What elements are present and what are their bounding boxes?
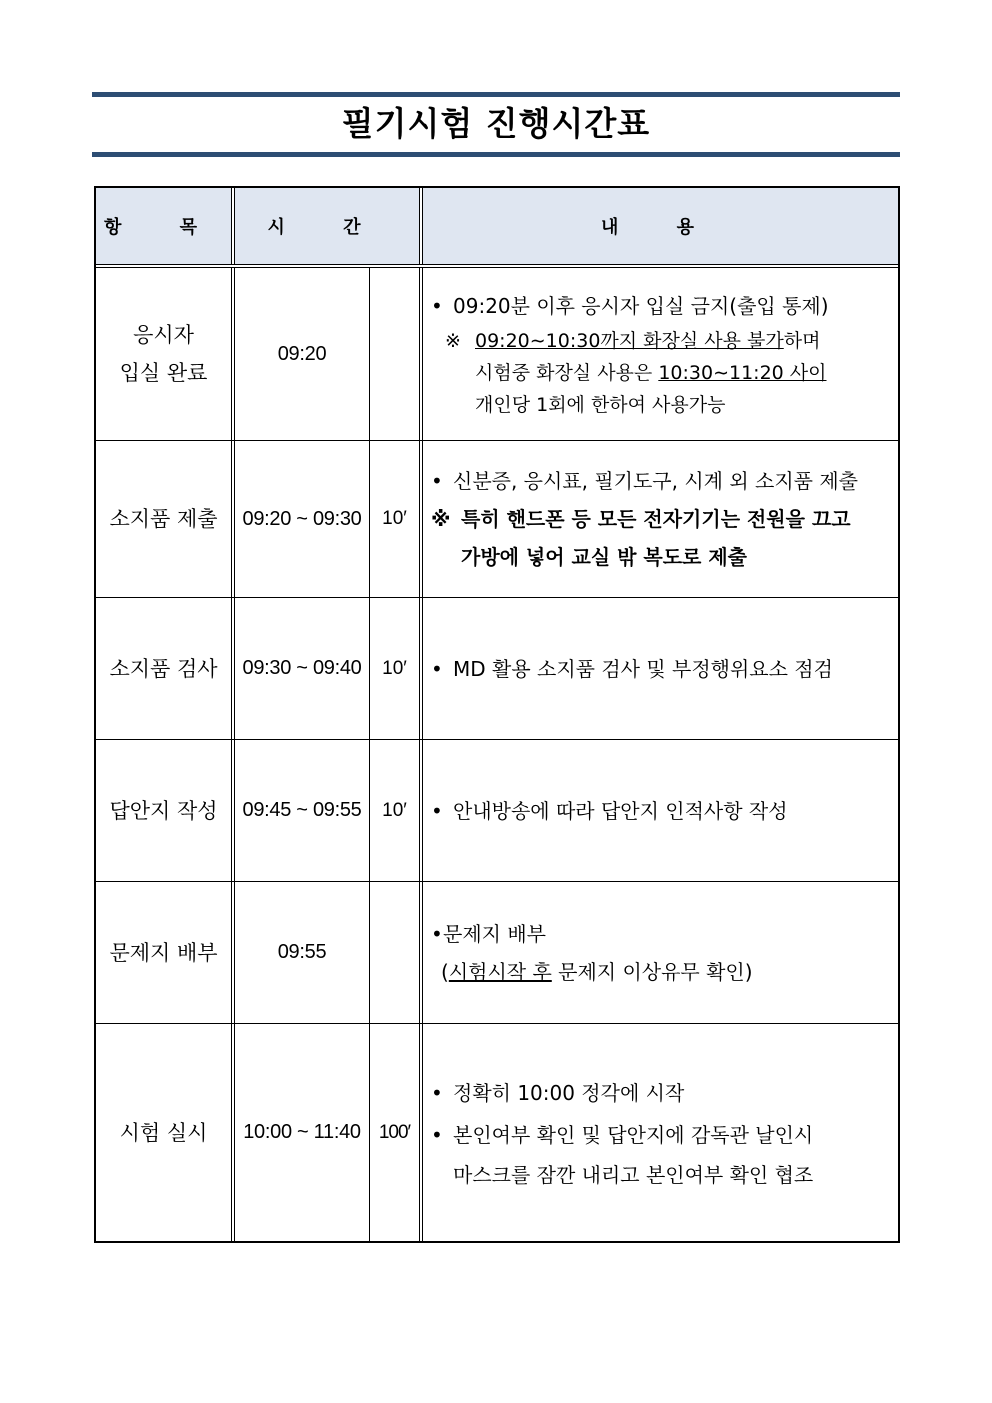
note-text: 개인당 1회에 한하여 사용가능 <box>475 394 726 416</box>
bullet-icon: • <box>431 921 443 946</box>
table-row-duration: 100′ <box>378 1121 411 1143</box>
table-row-content <box>423 740 898 881</box>
bullet-icon: • <box>431 1080 443 1105</box>
table-row-item <box>96 268 231 440</box>
table-row-item: 문제지 배부 <box>109 940 218 965</box>
header-item: 항 목 <box>96 188 231 264</box>
bullet-icon: • <box>431 798 443 823</box>
table-row-content <box>423 441 898 597</box>
bullet-icon: • <box>431 1122 443 1147</box>
header-content: 내 용 <box>423 188 898 264</box>
schedule-table <box>94 186 900 1243</box>
table-row-duration: 10′ <box>382 508 407 529</box>
page-title: 필기시험 진행시간표 <box>341 104 651 143</box>
table-row-item: 소지품 제출 <box>109 507 218 531</box>
table-row-duration <box>370 882 419 1023</box>
content-line: 안내방송에 따라 답안지 인적사항 작성 <box>453 798 788 823</box>
table-row-time: 09:20 <box>277 342 327 365</box>
table-row-content <box>423 598 898 739</box>
note-underlined: 09:20∼10:30까지 화장실 사용 불가 <box>475 330 784 352</box>
item-line: 응시자 <box>133 323 194 347</box>
content-line-bold: 가방에 넣어 교실 밖 복도로 제출 <box>461 545 747 569</box>
content-line: MD 활용 소지품 검사 및 부정행위요소 점검 <box>453 656 833 681</box>
table-row-content <box>423 882 898 1023</box>
table-row-duration <box>370 268 419 440</box>
content-line: 신분증, 응시표, 필기도구, 시계 외 소지품 제출 <box>453 469 858 493</box>
table-row-item: 소지품 검사 <box>109 656 218 681</box>
content-line: 문제지 배부 <box>443 921 546 946</box>
reference-mark-icon: ※ <box>431 507 451 531</box>
table-row-content <box>423 268 898 440</box>
content-line-bold: 특히 핸드폰 등 모든 전자기기는 전원을 끄고 <box>461 507 851 531</box>
item-line: 입실 완료 <box>119 361 208 385</box>
reference-mark-icon: ※ <box>445 330 461 352</box>
note-underlined: 10:30∼11:20 사이 <box>658 362 827 384</box>
table-row-time: 09:30 ~ 09:40 <box>242 657 362 679</box>
note-text: 시험중 화장실 사용은 <box>475 362 659 384</box>
content-line: 09:20분 이후 응시자 입실 금지(출입 통제) <box>453 294 829 318</box>
bullet-icon: • <box>431 294 443 318</box>
bullet-icon: • <box>431 656 443 681</box>
table-row-time: 09:45 ~ 09:55 <box>242 799 362 821</box>
note-text: 하며 <box>783 330 821 352</box>
title-bottom-rule <box>92 152 900 157</box>
table-row-duration: 10′ <box>382 799 407 821</box>
table-row-duration: 10′ <box>382 657 407 679</box>
content-text: ( <box>441 959 449 984</box>
table-row-content <box>423 1024 898 1241</box>
table-row-item: 답안지 작성 <box>109 798 218 823</box>
header-time: 시 간 <box>235 188 419 264</box>
content-line: 마스크를 잠깐 내리고 본인여부 확인 협조 <box>453 1162 814 1187</box>
content-underlined: 시험시작 후 <box>448 959 552 984</box>
content-text: 문제지 이상유무 확인) <box>551 959 753 984</box>
table-row-time: 10:00 ~ 11:40 <box>243 1121 361 1143</box>
bullet-icon: • <box>431 469 443 493</box>
table-row-time: 09:20 ~ 09:30 <box>242 507 362 530</box>
title-block <box>92 92 900 157</box>
content-line: 본인여부 확인 및 답안지에 감독관 날인시 <box>453 1122 814 1147</box>
content-line: 정확히 10:00 정각에 시작 <box>453 1080 685 1105</box>
table-row-time: 09:55 <box>277 941 327 963</box>
table-row-item: 시험 실시 <box>119 1120 208 1145</box>
